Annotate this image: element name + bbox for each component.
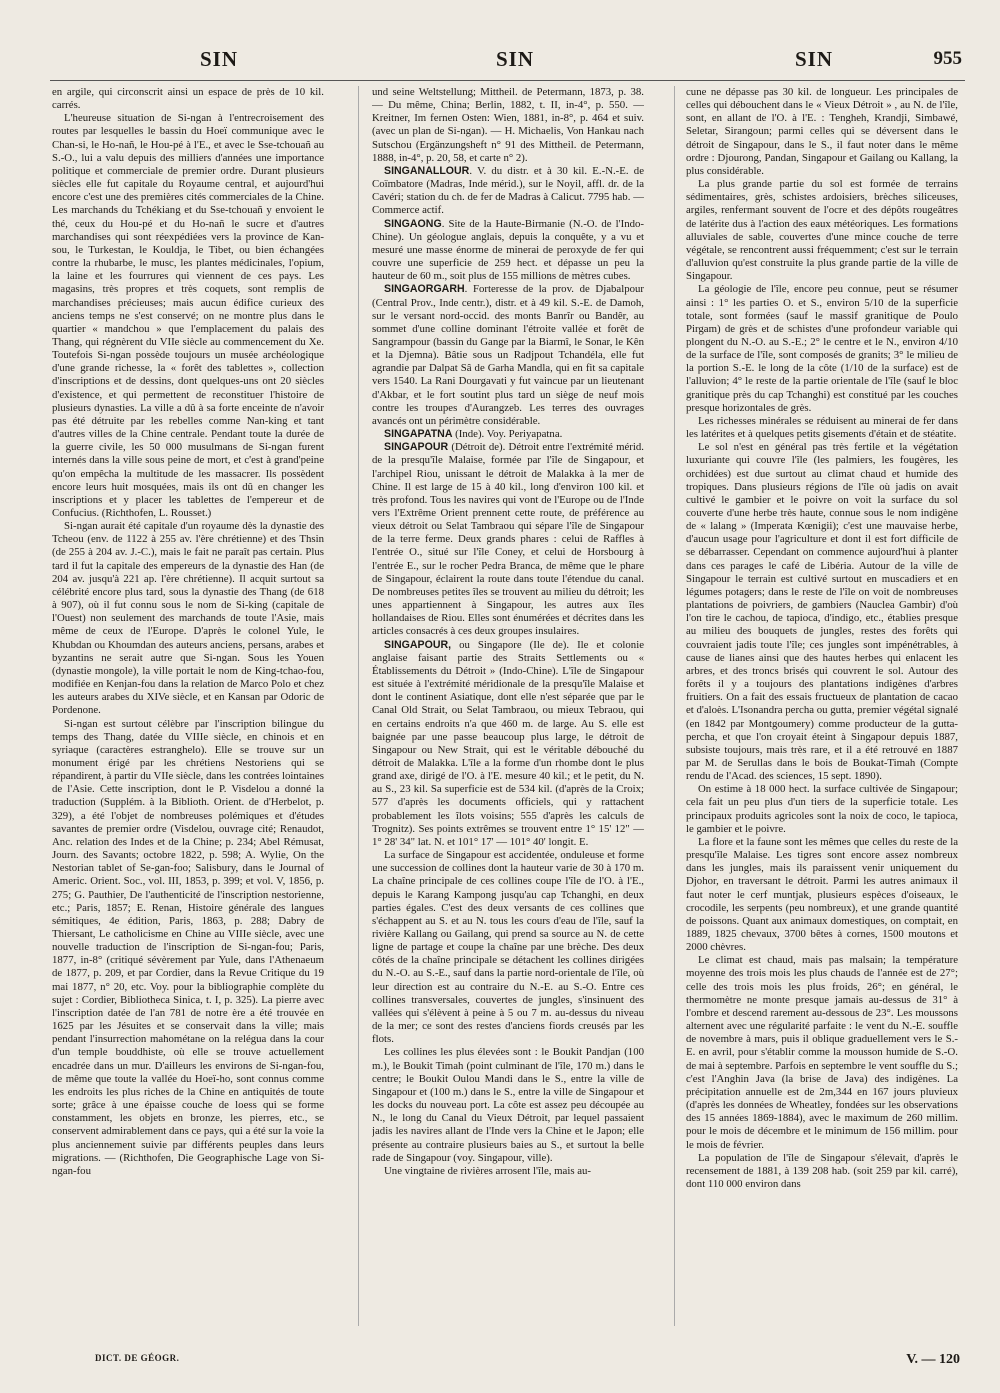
- paragraph: Si-ngan aurait été capitale d'un royaume dès la dynastie des Tcheou (env. de 1122 à 255 av. l'ère chrétienne) et des Thsin (de 255 à 204 av. J.-C.), mais le fait ne paraît pas certain. Plus tard il fut la capitale des empereurs de la dynastie des Han (de 204 av. jusqu'à 221 ap. l'ère chrétienne). Il acquit surtout sa célébrité encore plus tard, sous la dynastie des Thang (de 618 à 907), où il fut connu sous le nom de Si-king (capitale de l'Ouest) non seulement des marchands de toute l'Asie, mais même de ceux de l'Europe. D'après le colonel Yule, le Khubdan ou Khoumdan des auteurs anciens, persans, arabes et byzantins ne serait autre que Si-ngan. Sous les Youen (dynastie mongole), la ville portait le nom de King-tchao-fou, modifiée en Kenjan-fou dans la relation de Marco Polo et chez les auteurs arabes du XIVe siècle, et en Kansan par Odoric de Pordenone.: [52, 520, 324, 717]
- column-3: [686, 86, 958, 1326]
- paragraph: La population de l'île de Singapour s'élevait, d'après le recensement de 1881, à 139 208 hab. (soit 259 par kil. carré), dont 110 000 environ dans: [686, 1151, 958, 1190]
- entry-headword: SINGAPOUR: [384, 441, 449, 454]
- paragraph: La plus grande partie du sol est formée de terrains sédimentaires, grès, schistes ardoisiers, brèches siliceuses, argiles, renfermant souvent de l'ocre et des dépôts rougeâtres de latérite dus à l'action des eaux météoriques. Les formations alluviales de sable, couvertes d'une mince couche de terre végétale, se rencontrent aussi fréquemment; c'est sur le terrain d'alluvion qu'est construite la plus grande partie de la ville de Singapour.: [686, 178, 958, 283]
- paragraph: Une vingtaine de rivières arrosent l'île, mais au-: [384, 1164, 592, 1177]
- paragraph: und seine Weltstellung; Mittheil. de Petermann, 1873, p. 38. — Du même, China; Berlin, 1882, t. II, in-4°, p. 550. — Kreitner, Im fernen Osten: Wien, 1881, in-8°, p. 464 et suiv. (avec un plan de Si-ngan). — H. Michaelis, Von Hankau nach Sutschou (Ergänzungsheft n° 91 des Mittheil. de Petermann, 1888, in-4°, p. 20, 58, et carte n° 2).: [372, 86, 644, 164]
- paragraph: La flore et la faune sont les mêmes que celles du reste de la presqu'île Malaise. Les tigres sont encore assez nombreux dans les jungles, mais ils paraissent venir uniquement du Djohor, en traversant le détroit. Parmi les autres animaux il faut noter le cerf muntjak, plusieurs espèces d'oiseaux, le crocodile, les serpents (peu nombreux), et une grande quantité de poissons. Quant aux animaux domestiques, on comptait, en 1889, 1825 chevaux, 3700 bêtes à cornes, 1500 moutons et 2000 chèvres.: [686, 835, 958, 954]
- column-1: [52, 86, 324, 1326]
- column-divider: [674, 86, 675, 1326]
- paragraph: L'heureuse situation de Si-ngan à l'entrecroisement des routes par lesquelles le bassin du Hoeï communique avec le Chan-si, le Ho-nañ, le Hou-pé à l'E., et avec le Sse-tchouañ au S.-O., lui a valu depuis des milliers d'années une importance politique et commerciale de premier ordre. Durant plusieurs siècles elle fut capitale du Royaume central, et aujourd'hui encore c'est une des premières cités commerciales de la Chine. Les marchands du Tchékiang et du Sse-tchouañ y envoient le thé, ceux du Hou-pé et du Ho-nañ le sucre et d'autres marchandises qui sont réexpédiées vers la province de Kan-sou, le Turkestan, le Kouldja, le Tibet, ou bien échangées contre la rhubarbe, le musc, les plantes médicinales, l'opium, la laine et les fourrures qui viennent de ces pays. Les magasins, très propres et très coquets, sont remplis de marchandises précieuses; mais aucun édifice curieux des anciens temps ne s'est conservé; on ne montre plus dans le quartier « mandchou » que l'emplacement du palais des Thang, qui régnèrent du VIIe siècle au commencement du Xe. Toutefois Si-ngan possède toujours un musée archéologique d'une grande richesse, la « forêt des tablettes », collection d'inscriptions et de dessins, dont quelques-uns ont 20 siècles d'existence, et qui permettent de reconstituer l'histoire de plusieurs dynasties. La ville a dû à sa forte enceinte de n'avoir pas été détruite par les rebelles comme Nan-king et tant d'autres villes de la Chine centrale. Pendant toute la durée de la guerre civile, les 50 000 musulmans de Si-ngan furent internés dans la ville sous peine de mort, et c'est à grand'peine qu'on empêcha la multitude de les massacrer. Ils possèdent encore leurs huit mosquées, mais ils ont dû en changer les inscriptions et y placer les tablettes de l'empereur et de Confucius. (Richthofen, L. Rousset.): [52, 112, 324, 519]
- paragraph: La géologie de l'île, encore peu connue, peut se résumer ainsi : 1° les parties O. et S., environ 5/10 de la superficie totale, sont formées (sauf le massif granitique de Poulo Pirgam) de grès et de schistes d'une profondeur variable qui plongent du N.-O. au S.-E.; 2° le centre et le N., environ 4/10 de la surface de l'île, sont composés de granits; 3° le milieu de la portion S.-E. le long de la côte (1/10 de la surface) est de l'alluvion; 4° le reste de la partie orientale de l'île (sauf le bloc granitique près du cap Tchanghi) est constitué par les couches presque horizontales de grès.: [686, 283, 958, 414]
- entry-headword: SINGANALLOUR: [384, 164, 470, 177]
- paragraph: Les collines les plus élevées sont : le Boukit Pandjan (100 m.), le Boukit Timah (point culminant de l'île, 170 m.) dans le centre; le Boukit Oulou Mandi dans le S., entre la ville de Singapour et (100 m.) dans le S., entre la ville de Singapour et les docks du nouveau port. La côte est assez peu découpée au N., le long du Canal du Vieux Détroit, par lequel passaient jadis les navires allant de l'Inde vers la Chine et le Japon; elle présente au contraire plusieurs baies au S., et surtout la belle rade de Singapour (voy. Singapour, ville).: [372, 1046, 644, 1164]
- footer-left: DICT. DE GÉOGR.: [95, 1353, 180, 1363]
- entry-singaong: SINGAONG. Site de la Haute-Birmanie (N.-O. de l'Indo-Chine). Un géologue anglais, depuis la conquête, y a vu et mesuré une masse énorme de minerai de peroxyde de fer qui couvre une superficie de 259 hect. et dépasse un peu la hauteur de 60 m., soit plus de 155 millions de mètres cubes.: [372, 217, 644, 283]
- paragraph: Le climat est chaud, mais pas malsain; la température moyenne des trois mois les plus chauds de l'année est de 27°; celle des trois mois les plus froids, 26°; en général, le thermomètre ne monte presque jamais au-dessus de 31° à l'ombre et descend rarement au-dessous de 23°. Les moussons alternent avec une régularité parfaite : le vent du N.-E. souffle de novembre à mars, puis il oblique graduellement vers le S.-E. en avril, pour s'établir comme la mousson humide de S.-O. de mai à septembre. Parfois en septembre le vent souffle du S.; c'est l'Anghin Java (la brise de Java) des indigènes. La précipitation annuelle est de 2m,344 en 167 jours pluvieux (d'après les données de Wheatley, fondées sur les observations des 15 années 1869-1884), avec le maximum de 260 millim. pour le mois de décembre et le minimum de 156 millim. pour le mois de février.: [686, 954, 958, 1151]
- paragraph: Si-ngan est surtout célèbre par l'inscription bilingue du temps des Thang, datée du VIIIe siècle, en chinois et en syriaque (caractères estranghelo). Elle se trouve sur un monument érigé par les chrétiens Nestoriens qui se répandirent, à partir du VIIe siècle, dans les contrées lointaines de l'Asie. Cette inscription, dont le P. Visdelou a donné la traduction (Supplém. à la Biblioth. Orient. de d'Herbelot, p. 329), a été l'objet de nombreuses polémiques et d'études savantes de premier ordre (Visdelou, ouvrage cité; Renaudot, Anc. relation des Indes et de la Chine; p. 234; Abel Rémusat, Journ. des Savants; octobre 1822, p. 598; A. Wylie, On the Nestorian tablet of Se-gan-foo; Salisbury, dans le Journal of Americ. Orient. Soc., vol. III, 1853, p. 399; et vol. V, 1856, p. 275; G. Pauthier, De l'authenticité de l'inscription nestorienne, etc.; Paris, 1857; E. Renan, Histoire générale des langues sémitiques, 4e édition, Paris, 1863, p. 288; Dabry de Thiersant, Le catholicisme en Chine au VIIIe siècle, avec une nouvelle traduction de l'inscription de Si-ngan-fou; Paris, 1877, in-8° (critiqué sévèrement par Yule, dans l'Athenaeum de 1877, p. 209, et par Cordier, dans la Revue Critique du 19 mai 1877, n° 20, etc. Voy. pour la bibliographie complète du sujet : Cordier, Bibliotheca Sinica, t. I, p. 325). La pierre avec l'inscription datée de l'an 781 de notre ère a été trouvée en 1625 par les Jésuites et se conservait dans la ville; mais pendant l'insurrection mahométane on la relégua dans la cour d'un temple bouddhiste, où elle se trouve actuellement encadrée dans un mur. D'ailleurs les environs de Si-ngan-fou, de même que toute la vallée du Hoeï-ho, sont connus comme les endroits les plus riches de la Chine en antiquités de toute sorte; grâce à une épaisse couche de loess qui se forme constamment, les objets en bronze, les pierres, etc., se conservent admirablement dans ce pays, qui a été sur la voie la plus anciennement suivie par différents peuples dans leurs migrations. — (Richthofen, Die Geographische Lage von Si-ngan-fou: [52, 717, 324, 1177]
- paragraph: cune ne dépasse pas 30 kil. de longueur. Les principales de celles qui débouchent dans le « Vieux Détroit » , au N. de l'île, sont, en allant de l'O. à l'E. : Tengheh, Krandji, Simbawé, Seletar, Sirangoun; parmi celles qui se déversent dans le détroit de Singapour, dans le S., il faut noter dans le même ordre : Djourong, Pandan, Singapour et Gailang ou Kallang, la plus considérable.: [686, 86, 958, 177]
- page-number: 955: [933, 48, 962, 69]
- paragraph: Le sol n'est en général pas très fertile et la végétation luxuriante qui couvre l'île (les palmiers, les fougères, les orchidées) est due surtout au climat chaud et humide des tropiques. Dans plusieurs régions de l'île où jadis on avait cultivé le gambier et le poivre on voit la surface du sol couverte d'une herbe très haute, connue sous le nom indigène de « lalang » (Imperata Kœnigii); c'est une mauvaise herbe, d'aucun usage pour l'agriculture et dont il est fort difficile de se débarrasser. Cependant on commence aujourd'hui à planter dans ces parages le café de Libéria. Autour de la ville de Singapour le terrain est cultivé surtout en muscadiers et en légumes potagers; dans le reste de l'île on voit de nombreuses plantations de poivriers, de gambiers (Nauclea Gambir) d'où l'on tire le cachou, de tapioca, d'indigo, etc., établies presque au milieu des bouquets de jungles, restes des forêts qui couvraient jadis toute l'île; ces jungles sont impénétrables, à cause de lianes ainsi que des hautes herbes qui enlacent les arbres, et des troncs brisés qui couvrent le sol. Autour des forêts il y a toujours des plantations indigènes d'arbres fruitiers. On a fait des essais fructueux de plantation de cacao et d'aloès. L'Isonandra percha ou gutta, premier végétal signalé (en 1842 par Montgoumery) comme producteur de la gutta-percha, et que l'on croyait éteint à Singapour depuis 1887, subsiste toujours, mais très rare, et il a été retrouvé en 1887 par M. de Serullas dans le bois de Boukat-Timah (Compte rendu de l'Acad. des sciences, 15 sept. 1890).: [686, 441, 958, 783]
- entry-singanallour: SINGANALLOUR. V. du distr. et à 30 kil. E.-N.-E. de Coïmbatore (Madras, Inde mérid.), sur le Noyil, affl. dr. de la Cavéri; station du ch. de fer de Madras à Calicut. 7795 hab. — Commerce actif.: [372, 164, 644, 217]
- header-rule: [50, 80, 965, 81]
- entry-singaorgarh: SINGAORGARH. Forteresse de la prov. de Djabalpour (Central Prov., Inde centr.), distr. et à 49 kil. S.-E. de Damoh, sur le versant nord-occid. des monts Banrîr ou Bandêr, au sommet d'une colline dominant l'étroite vallée et forêt de Sangrampour (bassin du Gange par la Biarmî, le Sonar, le Kên et la Djemna). Bâtie sous un Radjpout Tchandéla, elle fut agrandie par Dalpat Sâ de Garha Mandla, qui en fit sa capitale vers 1540. La Rani Dourgavati y fut vaincue par un lieutenant d'Akbar, et le fort soutint plus tard un siège de neuf mois contre les troupes d'Aurangzeb. Les terres des ouvrages avancés ont un périmètre considérable.: [372, 283, 644, 427]
- entry-headword: SINGAPOUR,: [384, 638, 452, 651]
- entry-headword: SINGAONG: [384, 217, 442, 230]
- entry-singapour-ile: SINGAPOUR, ou Singapore (Ile de). Ile et colonie anglaise faisant partie des Straits Settlements ou « Établissements du Détroit » (Indo-Chine). L'île de Singapour est située à l'extrémité méridionale de la presqu'île Malaise et dont le continent Asiatique, dont elle n'est séparée que par le Canal Old Strait, ou Selat Tambraou, ou mieux Tebraou, qui en certains endroits n'a que 460 m. de large. Au S. elle est baignée par une passe beaucoup plus large, le détroit de Singapour ou New Strait, qui est le véritable débouché du détroit de Malakka. L'île a la forme d'un rhombe dont le plus grand axe, dirigé de l'O. à l'E. mesure 40 kil.; et le petit, du N. au S., 23 kil. Sa superficie est de 534 kil. (d'après de la Croix; 577 d'après les documents officiels, qui y rattachent probablement les îlots voisins; 555 d'après les calculs de Trognitz). Ses points extrêmes se trouvent entre 1° 15' 12" — 1° 28' 34" lat. N. et 101° 17' — 101° 40' longit. E.: [372, 638, 644, 848]
- paragraph: La surface de Singapour est accidentée, onduleuse et forme une succession de collines dont la hauteur varie de 30 à 170 m. La chaîne principale de ces collines coupe l'île de l'O. à l'E., depuis le Karang Kampong jusqu'au cap Tchanghi, en deux parties égales. C'est des deux versants de ces collines que s'échappent au S. et au N. tous les cours d'eau de l'île, sauf la rivière Kallang ou Gailang, qui prend sa source au N. de cette ligne de partage et coupe la chaîne par une brèche. Des deux côtés de la chaîne principale se détachent les collines dirigées du N.-O. au S.-E., sauf dans la partie nord-orientale de l'île, où leur direction est au contraire du N.-E. au S.-O. Entre ces collines transversales, couvertes de jungles, s'insinuent des vallées qui s'élèvent à peine à 5 ou 7 m. au-dessus du niveau de la mer; ce sont des restes d'anciens fiords creusés par les flots.: [372, 849, 644, 1046]
- header-center: SIN: [496, 47, 535, 71]
- paragraph: en argile, qui circonscrit ainsi un espace de près de 10 kil. carrés.: [52, 86, 324, 112]
- entry-headword: SINGAORGARH: [384, 283, 465, 296]
- column-2: [372, 86, 644, 1326]
- entry-singapatna: SINGAPATNA (Inde). Voy. Periyapatna.: [384, 428, 563, 441]
- column-divider: [358, 86, 359, 1326]
- paragraph: Les richesses minérales se réduisent au minerai de fer dans les latérites et à quelques petits gisements d'étain et de stéatite.: [686, 414, 958, 441]
- header-left: SIN: [200, 47, 239, 71]
- footer-right: V. — 120: [906, 1352, 960, 1367]
- paragraph: On estime à 18 000 hect. la surface cultivée de Singapour; cela fait un peu plus d'un tiers de la superficie totale. Les principaux produits agricoles sont la noix de coco, le tapioca, le gambier et le poivre.: [686, 783, 958, 835]
- entry-headword: SINGAPATNA: [384, 428, 453, 441]
- header-right: SIN: [795, 47, 834, 71]
- entry-singapour-detroit: SINGAPOUR (Détroit de). Détroit entre l'extrémité mérid. de la presqu'île Malaise, formée par l'île de Singapour, et l'archipel Riou, unissant le détroit de Malakka à la mer de Chine. Il est large de 15 à 40 kil., long d'environ 100 kil. et très profond. Tous les navires qui vont de l'Europe ou de l'Inde vers l'Extrême Orient prennent cette route, de préférence au vieux détroit ou Selat Tambraou qui sépare l'île de Singapour de la terre ferme. Deux grands phares : celui de Raffles à l'entrée O., situé sur l'île Coney, et celui de Horsbourg à l'entrée E., sur le rocher Pedra Branca, de même que le phare de Singapour, éclairent la route dans toute l'étendue du canal. De nombreuses petites îles se trouvent au milieu du détroit; les unes appartiennent à Singapour, les autres aux îles hollandaises de Riou. Elles sont énumérées et décrites dans les articles consacrés à ces deux groupes insulaires.: [372, 441, 644, 638]
